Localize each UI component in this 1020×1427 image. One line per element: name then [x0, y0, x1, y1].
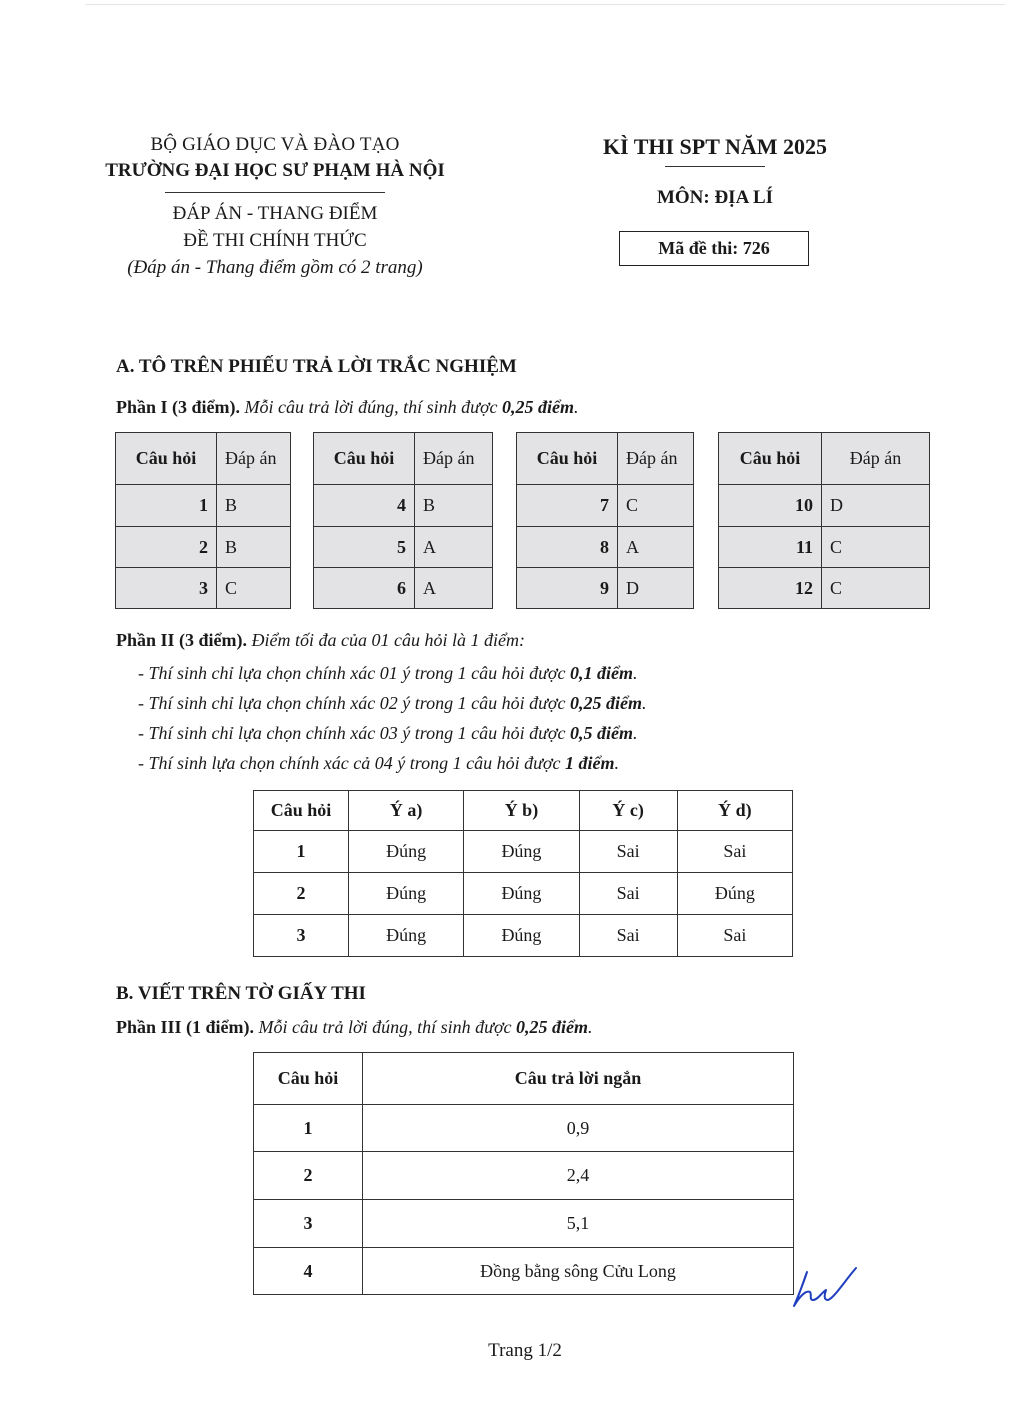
- col-header: Ý d): [677, 791, 792, 831]
- col-answer-header: Đáp án: [618, 433, 694, 485]
- answer-cell: Đúng: [464, 873, 579, 915]
- part1-table-1: [115, 432, 291, 609]
- question-number: 3: [116, 568, 217, 609]
- table-row: [254, 873, 793, 915]
- part2-rules: [138, 658, 647, 778]
- rule-item: - Thí sinh chỉ lựa chọn chính xác 03 ý trong 1 câu hỏi được 0,5 điểm.: [138, 723, 638, 743]
- answer-cell: Đúng: [464, 831, 579, 873]
- university-name: TRƯỜNG ĐẠI HỌC SƯ PHẠM HÀ NỘI: [105, 160, 445, 181]
- page-note: (Đáp án - Thang điểm gồm có 2 trang): [127, 257, 423, 278]
- col-question-header: Câu hỏi: [314, 433, 415, 485]
- answer-value: D: [822, 485, 930, 527]
- question-number: 6: [314, 568, 415, 609]
- answer-cell: Đúng: [349, 831, 464, 873]
- answer-value: C: [217, 568, 291, 609]
- question-number: 3: [254, 1200, 363, 1248]
- short-answer: 2,4: [363, 1152, 794, 1200]
- answer-cell: Sai: [579, 873, 677, 915]
- ministry-name: BỘ GIÁO DỤC VÀ ĐÀO TẠO: [150, 134, 400, 155]
- col-question-header: Câu hỏi: [517, 433, 618, 485]
- scan-edge-line: [85, 4, 1005, 5]
- question-number: 8: [517, 527, 618, 568]
- table-row: [254, 1248, 794, 1295]
- header-right: [580, 134, 850, 209]
- answer-cell: Đúng: [464, 915, 579, 957]
- part2-intro: [116, 630, 525, 651]
- answer-cell: Đúng: [349, 915, 464, 957]
- col-header: Câu hỏi: [254, 1053, 363, 1105]
- page-number: Trang 1/2: [488, 1340, 562, 1361]
- col-answer-header: Đáp án: [822, 433, 930, 485]
- answer-cell: Đúng: [349, 873, 464, 915]
- question-number: 1: [116, 485, 217, 527]
- answer-value: C: [618, 485, 694, 527]
- answer-cell: Sai: [579, 915, 677, 957]
- rule-item: - Thí sinh chỉ lựa chọn chính xác 02 ý trong 1 câu hỏi được 0,25 điểm.: [138, 693, 647, 713]
- answer-value: A: [618, 527, 694, 568]
- header-right-rule: [665, 166, 765, 167]
- section-a-title: A. TÔ TRÊN PHIẾU TRẢ LỜI TRẮC NGHIỆM: [116, 356, 517, 377]
- rule-item: - Thí sinh chỉ lựa chọn chính xác 01 ý trong 1 câu hỏi được 0,1 điểm.: [138, 663, 638, 683]
- part1-intro: Phần I (3 điểm). Mỗi câu trả lời đúng, thí sinh được 0,25 điểm.: [116, 397, 579, 417]
- rule-item: - Thí sinh lựa chọn chính xác cả 04 ý trong 1 câu hỏi được 1 điểm.: [138, 753, 620, 773]
- part1-table-4: [718, 432, 930, 609]
- section-b-title: B. VIẾT TRÊN TỜ GIẤY THI: [116, 983, 366, 1004]
- answer-cell: Đúng: [677, 873, 792, 915]
- part2-table: [253, 790, 793, 957]
- answer-cell: Sai: [677, 831, 792, 873]
- part2-label: Phần II (3 điểm).: [116, 630, 248, 650]
- answer-cell: Sai: [677, 915, 792, 957]
- question-number: 10: [719, 485, 822, 527]
- answer-cell: Sai: [579, 831, 677, 873]
- col-header: Câu trả lời ngắn: [363, 1053, 794, 1105]
- signature-mark: [780, 1262, 860, 1310]
- question-number: 11: [719, 527, 822, 568]
- answer-value: B: [217, 485, 291, 527]
- answer-value: B: [217, 527, 291, 568]
- doc-status: ĐỀ THI CHÍNH THỨC: [183, 230, 367, 251]
- question-number: 12: [719, 568, 822, 609]
- part3-label: Phần III (1 điểm).: [116, 1017, 255, 1037]
- question-number: 1: [254, 831, 349, 873]
- col-answer-header: Đáp án: [415, 433, 493, 485]
- short-answer: 5,1: [363, 1200, 794, 1248]
- question-number: 4: [254, 1248, 363, 1295]
- part3-points: 0,25 điểm: [516, 1017, 589, 1037]
- part3-desc: Mỗi câu trả lời đúng, thí sinh được: [258, 1017, 512, 1037]
- col-header: Ý a): [349, 791, 464, 831]
- answer-value: A: [415, 527, 493, 568]
- doc-type: ĐÁP ÁN - THANG ĐIỂM: [172, 203, 378, 224]
- exam-code-box: Mã đề thi: 726: [619, 231, 809, 266]
- question-number: 2: [254, 1152, 363, 1200]
- short-answer: 0,9: [363, 1105, 794, 1152]
- question-number: 2: [116, 527, 217, 568]
- part1-desc: Mỗi câu trả lời đúng, thí sinh được: [244, 397, 498, 417]
- header-left: [90, 134, 460, 279]
- question-number: 5: [314, 527, 415, 568]
- question-number: 3: [254, 915, 349, 957]
- table-row: [254, 915, 793, 957]
- answer-value: D: [618, 568, 694, 609]
- answer-value: C: [822, 527, 930, 568]
- part1-table-2: [313, 432, 493, 609]
- col-answer-header: Đáp án: [217, 433, 291, 485]
- part3-intro: Phần III (1 điểm). Mỗi câu trả lời đúng, thí sinh được 0,25 điểm.: [116, 1017, 593, 1037]
- part1-table-3: [516, 432, 694, 609]
- answer-value: A: [415, 568, 493, 609]
- table-row: [254, 1200, 794, 1248]
- exam-title: KÌ THI SPT NĂM 2025: [602, 134, 828, 159]
- answer-value: B: [415, 485, 493, 527]
- table-row: [254, 1105, 794, 1152]
- question-number: 2: [254, 873, 349, 915]
- col-header: Ý b): [464, 791, 579, 831]
- question-number: 4: [314, 485, 415, 527]
- table-row: [254, 831, 793, 873]
- part3-table: [253, 1052, 794, 1295]
- col-question-header: Câu hỏi: [116, 433, 217, 485]
- question-number: 7: [517, 485, 618, 527]
- header-left-rule: [165, 192, 385, 193]
- col-header: Ý c): [579, 791, 677, 831]
- part2-desc: Điểm tối đa của 01 câu hỏi là 1 điểm:: [251, 630, 525, 650]
- part1-points: 0,25 điểm: [502, 397, 575, 417]
- short-answer: Đồng bằng sông Cửu Long: [363, 1248, 794, 1295]
- col-header: Câu hỏi: [254, 791, 349, 831]
- question-number: 9: [517, 568, 618, 609]
- subject: MÔN: ĐỊA LÍ: [656, 187, 774, 208]
- part1-label: Phần I (3 điểm).: [116, 397, 241, 417]
- col-question-header: Câu hỏi: [719, 433, 822, 485]
- question-number: 1: [254, 1105, 363, 1152]
- answer-value: C: [822, 568, 930, 609]
- table-row: [254, 1152, 794, 1200]
